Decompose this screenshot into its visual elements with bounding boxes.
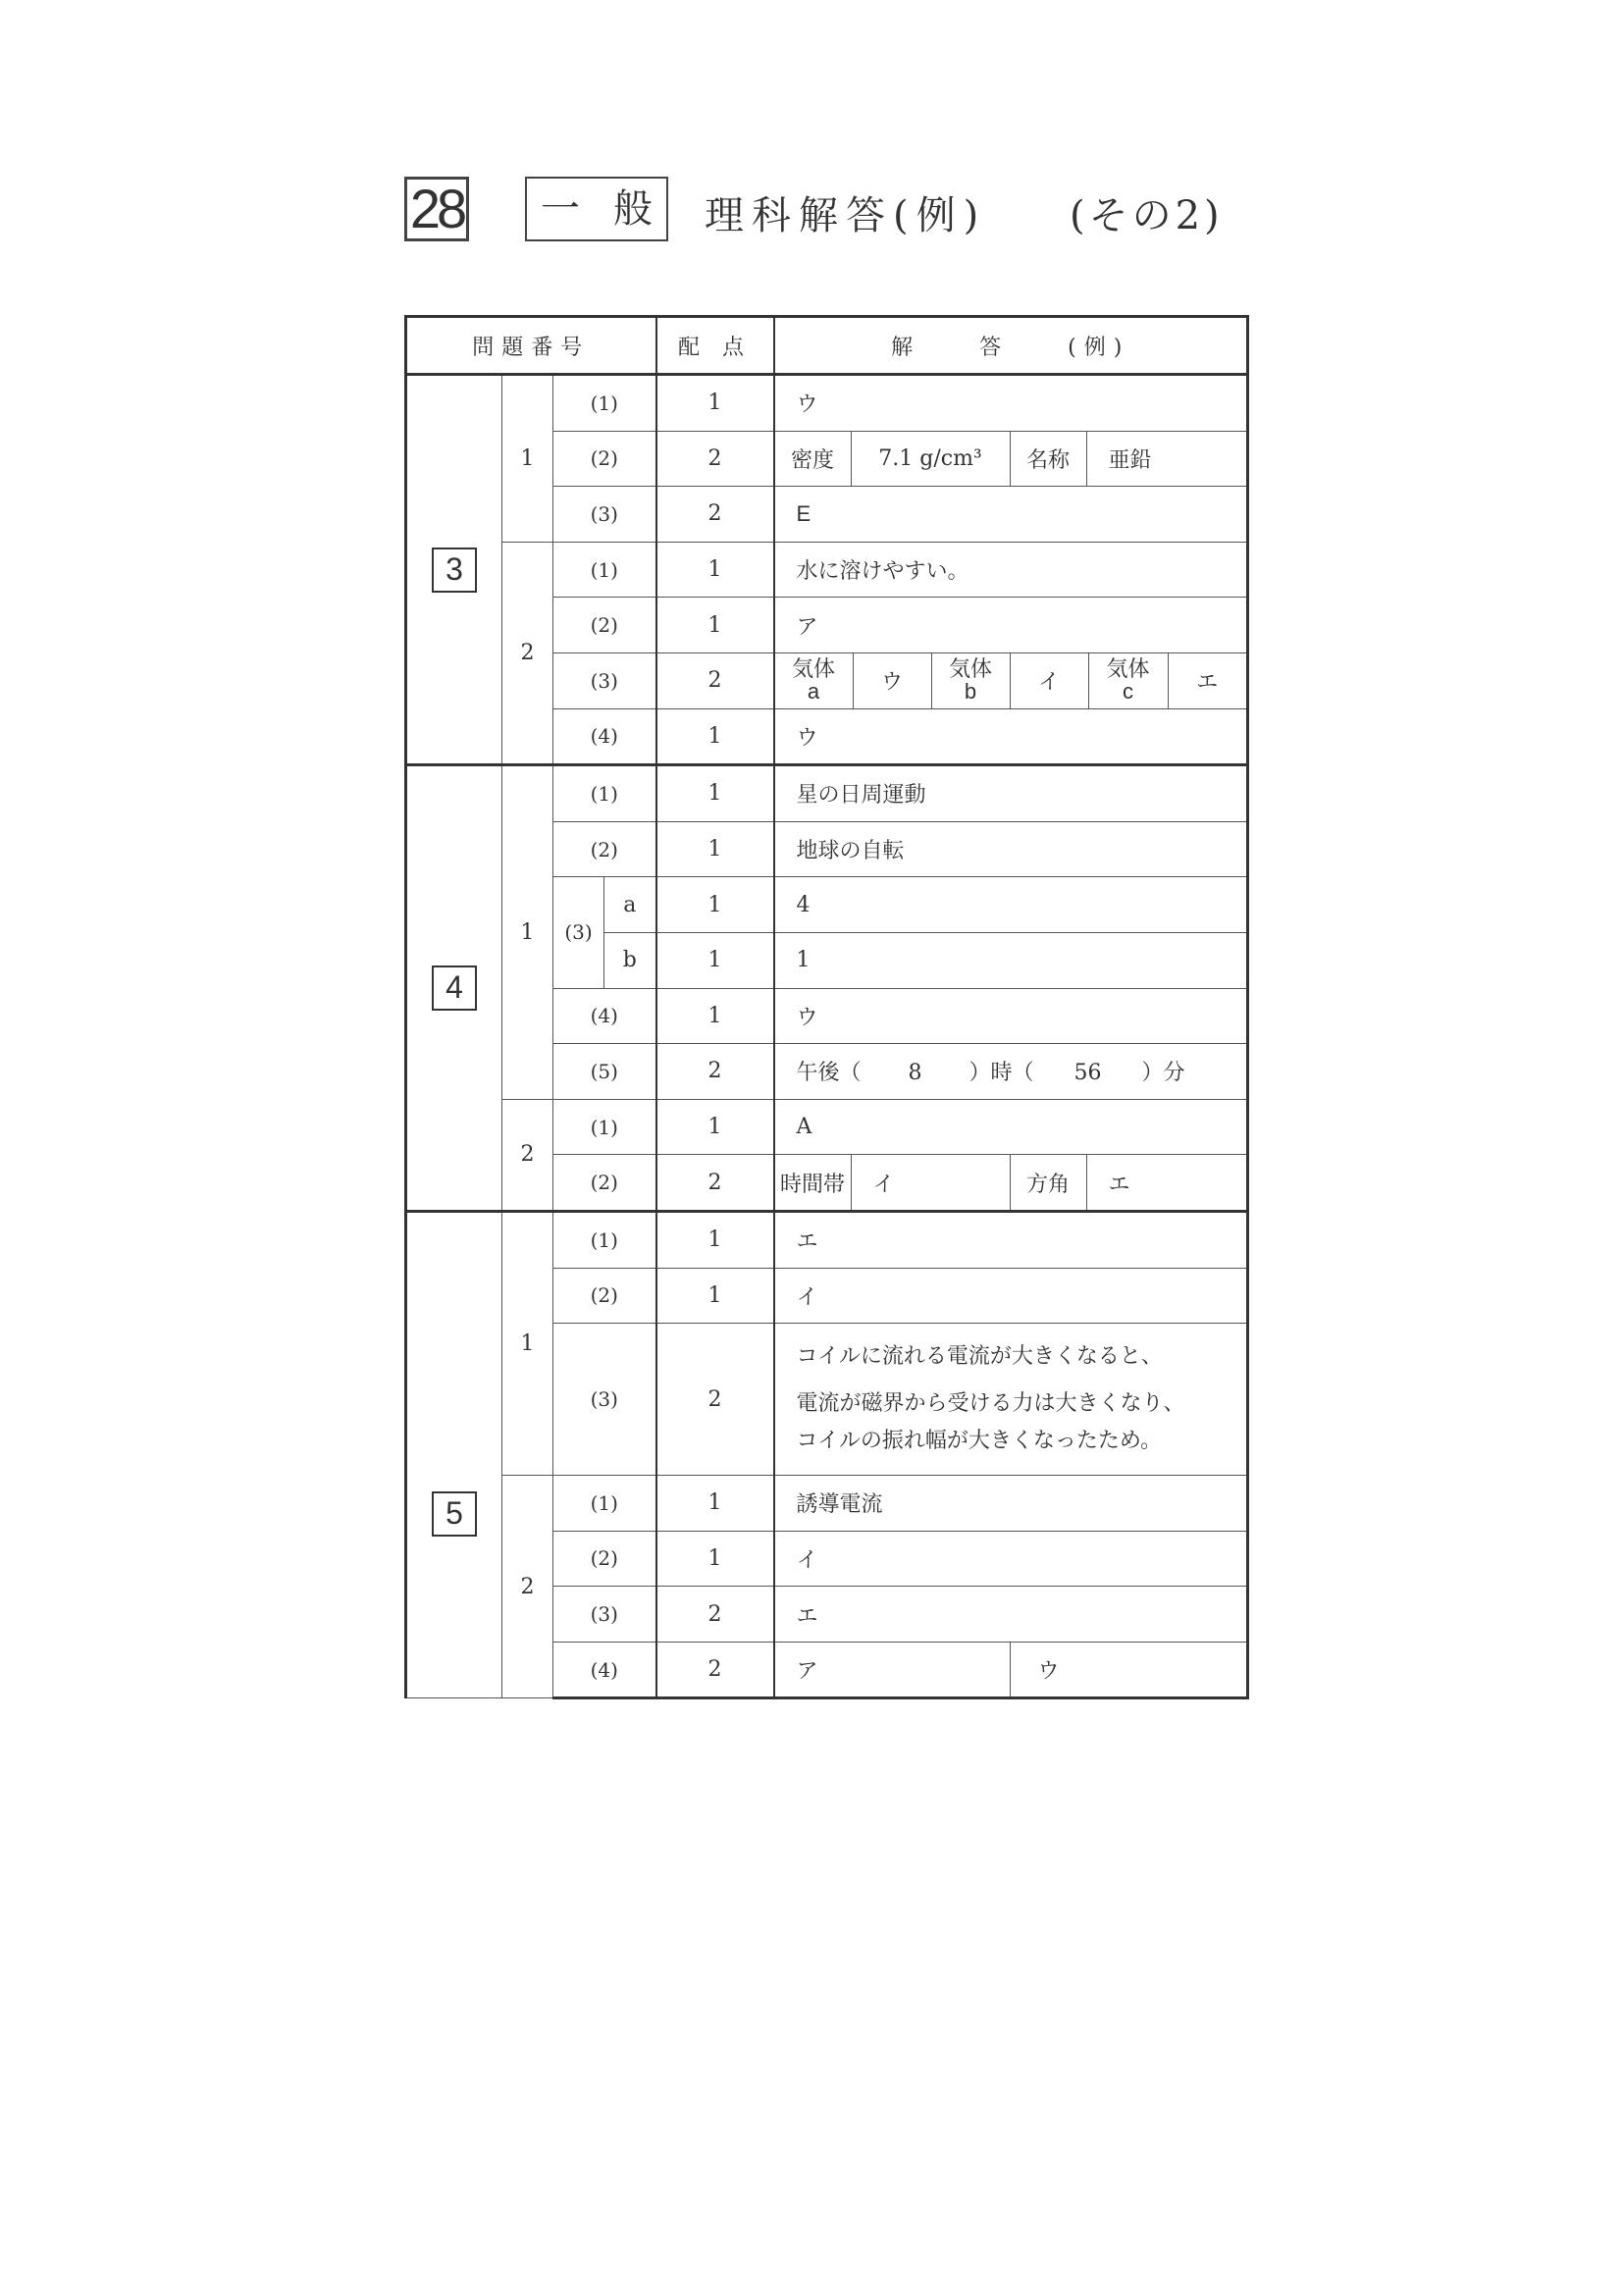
section-5 <box>406 1211 502 1698</box>
answer: 水に溶けやすい。 <box>774 542 1248 598</box>
points: 1 <box>656 708 774 765</box>
points: 1 <box>656 821 774 877</box>
header-question: 問題番号 <box>406 317 656 375</box>
header-points: 配 点 <box>656 317 774 375</box>
gas-label <box>775 653 854 708</box>
gas-key: c <box>1123 678 1134 704</box>
question-number: (4) <box>553 988 656 1044</box>
question-number: (2) <box>553 1531 656 1587</box>
sub-question: a <box>604 877 656 933</box>
density-label: 密度 <box>775 432 852 487</box>
category-char: 一 <box>541 186 580 232</box>
hour-value: 8 <box>908 1061 922 1086</box>
question-number: (5) <box>553 1044 656 1100</box>
page-title: 理科解答(例) <box>705 193 987 238</box>
direction-label: 方角 <box>1011 1155 1087 1210</box>
question-number: (1) <box>553 1476 656 1532</box>
points: 1 <box>656 765 774 822</box>
table-header-row <box>406 317 1248 375</box>
points: 1 <box>656 877 774 933</box>
points: 1 <box>656 988 774 1044</box>
question-number: (1) <box>553 1211 656 1268</box>
points: 1 <box>656 1476 774 1532</box>
question-number: (1) <box>553 375 656 432</box>
answer <box>774 1324 1248 1476</box>
table-row <box>406 542 1248 598</box>
question-number: (2) <box>553 431 656 487</box>
points: 1 <box>656 1099 774 1155</box>
answer: 地球の自転 <box>774 821 1248 877</box>
question-number: (2) <box>553 1268 656 1324</box>
question-number: (2) <box>553 821 656 877</box>
table-row <box>406 1099 1248 1155</box>
answer: ア <box>774 598 1248 653</box>
gas-key: b <box>964 678 977 704</box>
time-label: 時間帯 <box>775 1155 852 1210</box>
answer: 4 <box>774 877 1248 933</box>
page-part: (その2) <box>1070 193 1224 238</box>
answer-line: 電流が磁界から受ける力は大きくなり、 <box>796 1391 1185 1417</box>
answer: エ <box>774 1211 1248 1268</box>
group-label: 2 <box>502 1099 553 1211</box>
name-label: 名称 <box>1011 432 1087 487</box>
gas-key: a <box>807 678 820 704</box>
question-number: (1) <box>553 542 656 598</box>
section-number: 4 <box>432 965 477 1011</box>
answer <box>774 1044 1248 1100</box>
gas-label-text: 気体 <box>949 656 993 682</box>
question-number: (3) <box>553 1324 656 1476</box>
group-label: 1 <box>502 765 553 1100</box>
points: 2 <box>656 431 774 487</box>
question-number: (2) <box>553 1155 656 1212</box>
question-number: (3) <box>553 1587 656 1643</box>
points: 2 <box>656 1642 774 1698</box>
minute-unit: ）分 <box>1141 1061 1185 1086</box>
question-number: (1) <box>553 1099 656 1155</box>
name-value: 亜鉛 <box>1108 447 1152 473</box>
answer-part: ア <box>775 1643 1011 1697</box>
answer: E <box>774 487 1248 543</box>
answer <box>774 1155 1248 1212</box>
category-box <box>525 177 668 241</box>
header-answer: 解 答 (例) <box>774 317 1248 375</box>
table-row <box>406 375 1248 432</box>
gas-answer: エ <box>1196 670 1219 696</box>
minute-value: 56 <box>1073 1061 1102 1086</box>
section-4 <box>406 765 502 1212</box>
question-number: (2) <box>553 598 656 653</box>
points: 2 <box>656 487 774 543</box>
answer <box>774 1642 1248 1698</box>
table-row <box>406 765 1248 822</box>
points: 2 <box>656 1324 774 1476</box>
question-number: (3) <box>553 652 656 708</box>
gas-label <box>1089 653 1169 708</box>
table-row <box>406 1211 1248 1268</box>
gas-answer: ウ <box>854 653 932 708</box>
question-number: (4) <box>553 1642 656 1698</box>
gas-label-text: 気体 <box>792 656 836 682</box>
category-char: 般 <box>613 186 653 232</box>
question-number: (1) <box>553 765 656 822</box>
question-number: (3) <box>553 877 604 988</box>
answer: A <box>774 1099 1248 1155</box>
question-number: (3) <box>553 487 656 543</box>
section-number: 5 <box>432 1491 477 1537</box>
answer-line: コイルに流れる電流が大きくなると、 <box>796 1344 1163 1370</box>
group-label: 1 <box>502 375 553 543</box>
points: 1 <box>656 1531 774 1587</box>
sub-question: b <box>604 932 656 988</box>
answer: 星の日周運動 <box>774 765 1248 822</box>
points: 1 <box>656 1211 774 1268</box>
group-label: 2 <box>502 542 553 764</box>
answer: ウ <box>774 375 1248 432</box>
pm-label: 午後（ <box>796 1061 862 1086</box>
gas-label <box>932 653 1011 708</box>
time-value: イ <box>852 1155 1011 1210</box>
answer <box>774 652 1248 708</box>
answer: ウ <box>774 708 1248 765</box>
direction-value: エ <box>1108 1172 1130 1197</box>
section-number: 3 <box>432 548 477 593</box>
points: 1 <box>656 1268 774 1324</box>
section-3 <box>406 375 502 765</box>
answer-line: コイルの振れ幅が大きくなったため。 <box>796 1429 1162 1454</box>
density-value: 7.1 g/cm³ <box>852 432 1011 487</box>
gas-answer: イ <box>1011 653 1089 708</box>
points: 2 <box>656 1155 774 1212</box>
answer-part: ウ <box>1037 1659 1060 1685</box>
answer: イ <box>774 1531 1248 1587</box>
answer: ウ <box>774 988 1248 1044</box>
answer-table <box>404 315 1249 1699</box>
points: 2 <box>656 1044 774 1100</box>
points: 1 <box>656 375 774 432</box>
answer: 1 <box>774 932 1248 988</box>
hour-unit: ）時（ <box>969 1061 1034 1086</box>
points: 2 <box>656 1587 774 1643</box>
group-label: 2 <box>502 1476 553 1698</box>
answer <box>774 431 1248 487</box>
group-label: 1 <box>502 1211 553 1475</box>
answer: イ <box>774 1268 1248 1324</box>
points: 1 <box>656 542 774 598</box>
points: 2 <box>656 652 774 708</box>
exam-number-box: 28 <box>404 177 469 241</box>
answer: 誘導電流 <box>774 1476 1248 1532</box>
points: 1 <box>656 932 774 988</box>
question-number: (4) <box>553 708 656 765</box>
table-row <box>406 1476 1248 1532</box>
points: 1 <box>656 598 774 653</box>
answer: エ <box>774 1587 1248 1643</box>
gas-label-text: 気体 <box>1106 656 1150 682</box>
